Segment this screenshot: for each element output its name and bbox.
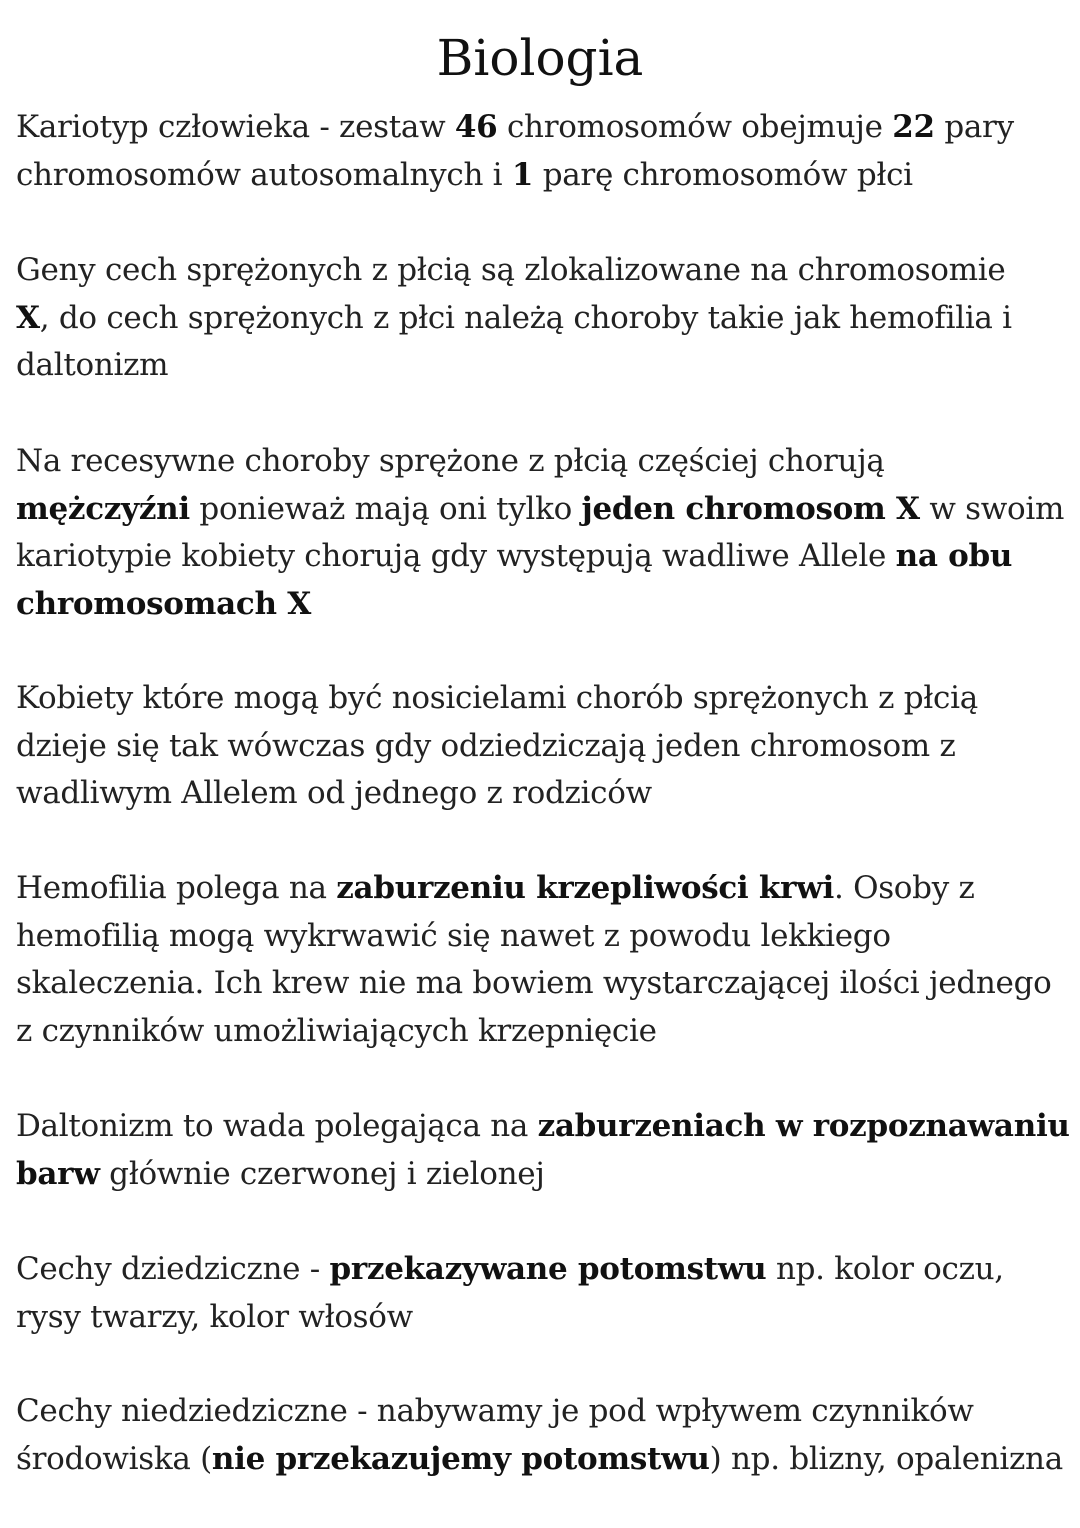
text-line: Hemofilia polega na zaburzeniu krzepliwości krwi. Osoby z: [16, 870, 975, 906]
text-line: Kobiety które mogą być nosicielami chorób sprężonych z płcią: [16, 680, 978, 716]
bold-text: na obu: [895, 538, 1013, 574]
paragraph-sex-linked-genes: [16, 247, 1076, 390]
text-line: chromosomów autosomalnych i 1 parę chromosomów płci: [16, 156, 913, 193]
text-line: środowiska (nie przekazujemy potomstwu) np. blizny, opalenizna: [16, 1440, 1063, 1477]
text-line: Na recesywne choroby sprężone z płcią częściej chorują: [16, 443, 885, 479]
bold-text: zaburzeniu krzepliwości krwi: [336, 870, 834, 906]
text-line: Kariotyp człowieka - zestaw 46 chromosomów obejmuje 22 pary: [16, 109, 1014, 145]
text-line: [16, 581, 1076, 629]
paragraph-daltonism: [16, 1103, 1076, 1198]
bold-text: zaburzeniach w rozpoznawaniu: [537, 1108, 1070, 1144]
paragraph-recessive-diseases: [16, 438, 1076, 628]
text-line: Daltonizm to wada polegająca na zaburzeniach w rozpoznawaniu: [16, 1108, 1070, 1144]
text-line: dzieje się tak wówczas gdy odziedziczają jeden chromosom z: [16, 727, 956, 764]
text-line: X, do cech sprężonych z płci należą choroby takie jak hemofilia i: [16, 299, 1012, 336]
text-line: skaleczenia. Ich krew nie ma bowiem wystarczającej ilości jednego: [16, 965, 1052, 1001]
bold-text: 22: [892, 109, 935, 145]
text-line: barw głównie czerwonej i zielonej: [16, 1155, 545, 1192]
bold-text: jeden chromosom X: [581, 490, 920, 527]
text-line: daltonizm: [16, 347, 169, 383]
text-line: z czynników umożliwiających krzepnięcie: [16, 1012, 657, 1049]
bold-text: 1: [511, 156, 534, 193]
paragraph-karyotype: [16, 104, 1076, 199]
bold-text: przekazywane potomstwu: [329, 1251, 767, 1287]
page-title: Biologia: [436, 29, 644, 87]
text-line: kariotypie kobiety chorują gdy występują wadliwe Allele na obu: [16, 538, 1013, 574]
text-line: wadliwym Allelem od jednego z rodziców: [16, 775, 652, 811]
text-line: rysy twarzy, kolor włosów: [16, 1298, 413, 1335]
text-line: mężczyźni ponieważ mają oni tylko jeden chromosom X w swoim: [16, 490, 1065, 527]
text-line: Cechy niedziedziczne - nabywamy je pod wpływem czynników: [16, 1393, 974, 1429]
bold-text: 46: [454, 109, 498, 145]
bold-text: mężczyźni: [16, 490, 190, 527]
text-line: Cechy dziedziczne - przekazywane potomstwu np. kolor oczu,: [16, 1251, 1004, 1287]
bold-text: chromosomach X: [16, 585, 311, 622]
bold-text: barw: [16, 1155, 100, 1192]
paragraph-non-hereditary-traits: [16, 1388, 1076, 1483]
paragraph-hemophilia: [16, 865, 1076, 1055]
text-line: Geny cech sprężonych z płcią są zlokalizowane na chromosomie: [16, 252, 1006, 288]
bold-text: X: [16, 299, 40, 336]
bold-text: nie przekazujemy potomstwu: [211, 1440, 710, 1477]
paragraph-hereditary-traits: [16, 1246, 1076, 1341]
text-line: hemofilią mogą wykrwawić się nawet z powodu lekkiego: [16, 917, 891, 954]
paragraph-carriers: [16, 675, 1076, 818]
